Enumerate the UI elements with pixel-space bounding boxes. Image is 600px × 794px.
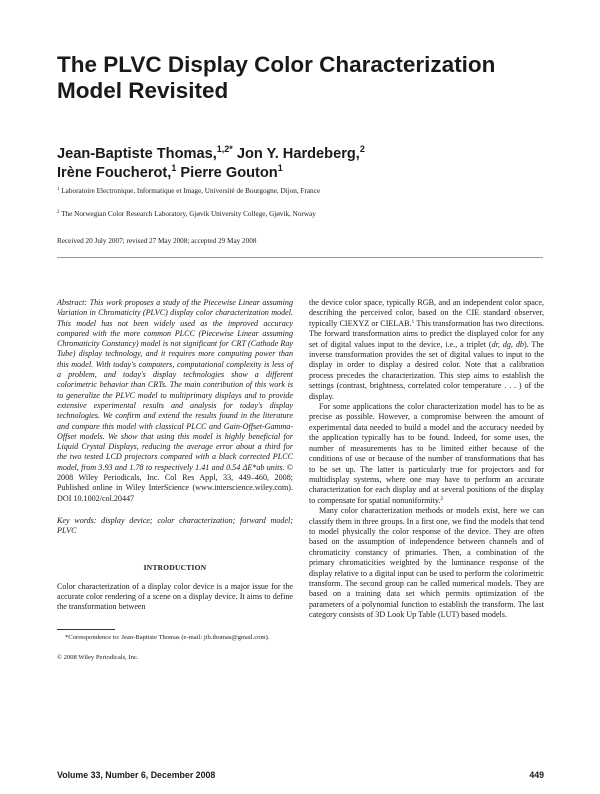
author-affiliation-mark: 1 bbox=[277, 163, 283, 173]
author-affiliation-mark: 1 bbox=[171, 163, 177, 173]
affiliation-text: Laboratoire Electronique, Informatique et Image, Université de Bourgogne, Dijon, France bbox=[61, 187, 321, 195]
footnote-divider bbox=[57, 629, 115, 630]
abstract bbox=[57, 298, 293, 504]
citation-mark: 1 bbox=[411, 318, 415, 325]
right-column bbox=[309, 298, 544, 621]
author-list bbox=[57, 145, 557, 183]
page-title: The PLVC Display Color Characterization Model Revisited bbox=[57, 52, 496, 103]
body-text-run: For some applications the color characterization model has to be as precise as possible. However, a compromise between the amount of experimental data needed to build a model and the accuracy needed by the application typically has to be found. Indeed, for some uses, the number of measurements has to be limited either because of the conditions of use or because of the number of transformations that has to be set up. The latter is particularly true for projectors and for multidisplay systems, where one may have to perform an accurate characterization for each display and at several positions of the display to compensate for spatial nonuniformity. bbox=[309, 402, 544, 505]
page-number: 449 bbox=[529, 770, 544, 780]
affiliation-number: 2 bbox=[57, 210, 60, 215]
citation-mark: 2 bbox=[440, 495, 444, 502]
journal-volume-info: Volume 33, Number 6, December 2008 bbox=[57, 770, 216, 780]
digital-values-triplet: dr, dg, db bbox=[491, 339, 524, 349]
author-affiliation-mark: 1,2* bbox=[216, 144, 233, 154]
header-divider bbox=[57, 257, 543, 258]
body-text-run: ). The inverse transformation provides the set of digital values to input to the display in order to display a desired color. Note that a calibration process precedes the characterization. This step aims to establish the settings (contrast, brightness, correlated color temperature . . . ) of the display. bbox=[309, 339, 545, 401]
copyright-notice: © 2008 Wiley Periodicals, Inc. bbox=[57, 654, 139, 662]
section-heading-introduction: INTRODUCTION bbox=[143, 562, 207, 572]
affiliation-text: The Norwegian Color Research Laboratory, Gjøvik University College, Gjøvik, Norway bbox=[61, 210, 316, 218]
introduction-paragraph: Color characterization of a display color device is a major issue for the accurate color rendering of a scene on a display device. It aims to define the transformation between bbox=[57, 581, 293, 612]
body-text-run: the device color space, typically RGB, and an independent color space, describing the perceived color, based on the CIE standard observer, typically CIEXYZ or CIELAB. bbox=[309, 298, 544, 328]
author-line-2 bbox=[57, 164, 557, 183]
body-paragraph-3: Many color characterization methods or models exist, here we can classify them in three groups. In a first one, we find the models that tend to model physically the color response of the device. They are often based on the assumption of independence between channels and of chromaticity constancy of primaries. Then, a combination of the primary chromaticities weighted by the luminance response of the display relative to a digital input can be used to perform the colorimetric transform. The second group can be called numerical models. They are based on a training data set which permits optimization of the parameters of a polynomial function to establish the transform. The last category consists of 3D Look Up Table (LUT) based models. bbox=[309, 506, 544, 620]
abstract-citation: © 2008 Wiley Periodicals, Inc. Col Res Appl, 33, 449–460, 2008; Published online in Wiley InterScience (www.interscience.wiley.com). DOI 10.1002/col.20447 bbox=[57, 462, 293, 503]
author-name: Jean-Baptiste Thomas, bbox=[57, 146, 217, 162]
correspondence-footnote: *Correspondence to: Jean-Baptiste Thomas (e-mail: jib.thomas@gmail.com). bbox=[65, 633, 270, 641]
author-name: Pierre Gouton bbox=[176, 165, 278, 181]
abstract-text: Abstract: This work proposes a study of the Piecewise Linear assuming Variation in Chromaticity (PLVC) display color characterization model. This model has not been widely used as the improved accuracy compared with the more common PLCC (Piecewise Linear assuming Chromaticity Constancy) model is not significant for CRT (Cathode Ray Tube) display technology, and it requires more computing power than this model. With today's computers, computational complexity is less of a problem, and today's display technologies show a different colorimetric behavior than CRTs. The main contribution of this work is to generalize the PLVC model to multiprimary displays and to provide extensive experimental results and analysis for today's display technologies. We confirm and extend the results found in the literature and compare this model with classical PLCC and Gain-Offset-Gamma-Offset models. We show that using this model is highly beneficial for Liquid Crystal Displays, reducing the average error about a third for the two tested LCD projectors compared with a black corrected PLCC model, from 3.93 and 1.78 to respectively 1.41 and 0.54 ΔE*ab units. bbox=[57, 298, 293, 472]
affiliation-1 bbox=[57, 186, 557, 196]
author-name: Irène Foucherot, bbox=[57, 165, 172, 181]
author-line-1 bbox=[57, 145, 557, 164]
affiliation-2 bbox=[57, 209, 557, 219]
author-affiliation-mark: 2 bbox=[359, 144, 365, 154]
body-paragraph-1 bbox=[309, 298, 544, 402]
author-name: Jon Y. Hardeberg, bbox=[232, 146, 360, 162]
received-dates: Received 20 July 2007; revised 27 May 2008; accepted 29 May 2008 bbox=[57, 237, 257, 245]
left-column bbox=[57, 298, 293, 663]
affiliation-number: 1 bbox=[57, 187, 60, 192]
body-text-run: This transformation has two directions. The forward transformation aims to predict the displayed color for any set of digital values input to the device, i.e., a triplet ( bbox=[309, 318, 544, 349]
body-paragraph-2 bbox=[309, 402, 544, 506]
keywords: Key words: display device; color characterization; forward model; PLVC bbox=[57, 515, 293, 536]
